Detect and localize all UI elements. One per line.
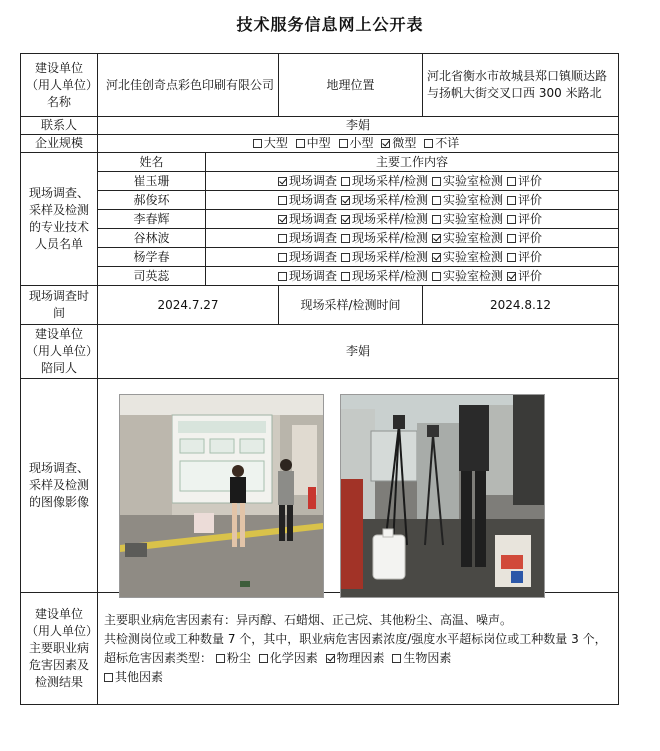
survey-photo (119, 394, 324, 598)
checkbox-icon (253, 139, 262, 148)
checkbox-icon (296, 139, 305, 148)
escort-label: 建设单位（用人单位）陪同人 (21, 325, 98, 379)
checkbox-icon (507, 234, 516, 243)
checkbox-icon (341, 253, 350, 262)
checkbox-icon (216, 654, 225, 663)
checkbox-icon (341, 196, 350, 205)
task-label: 实验室检测 (443, 230, 504, 245)
hazard-option[interactable]: 物理因素 (326, 651, 385, 665)
checkbox-icon (507, 215, 516, 224)
staff-name: 李春辉 (98, 210, 206, 229)
task-option[interactable] (507, 250, 542, 264)
task-label: 实验室检测 (443, 173, 504, 188)
task-label: 评价 (518, 230, 543, 245)
task-label: 现场调查 (288, 268, 337, 283)
checkbox-icon (259, 654, 268, 663)
results-line-factors: 主要职业病危害因素有：异丙醇、石蜡烟、正己烷、其他粉尘、高温、噪声。 (104, 612, 513, 627)
scale-label: 企业规模 (21, 135, 98, 153)
task-option[interactable] (278, 269, 337, 283)
location-label: 地理位置 (279, 54, 423, 117)
results-line-count: 共检测岗位或工种数量 7 个，其中，职业病危害因素浓度/强度水平超标岗位或工种数量 3 个， (104, 631, 607, 646)
task-option[interactable] (341, 174, 428, 188)
staff-tasks (206, 229, 619, 248)
task-label: 现场调查 (288, 249, 337, 264)
task-option[interactable] (432, 174, 503, 188)
task-option[interactable] (432, 250, 503, 264)
task-option[interactable] (507, 231, 542, 245)
sampling-photo-image (341, 395, 544, 597)
checkbox-icon (341, 272, 350, 281)
checkbox-icon (424, 139, 433, 148)
hazard-option[interactable]: 化学因素 (259, 651, 318, 665)
scale-option[interactable]: 微型 (381, 136, 416, 150)
checkbox-icon (278, 196, 287, 205)
task-label: 现场采样/检测 (351, 192, 429, 207)
staff-tasks (206, 191, 619, 210)
task-label: 实验室检测 (443, 268, 504, 283)
task-option[interactable] (341, 269, 428, 283)
sampling-time-label: 现场采样/检测时间 (279, 286, 423, 325)
task-label: 实验室检测 (443, 249, 504, 264)
staff-tasks (206, 210, 619, 229)
task-label: 评价 (518, 211, 543, 226)
info-table (20, 53, 619, 705)
task-option[interactable] (432, 231, 503, 245)
staff-name: 谷林波 (98, 229, 206, 248)
task-option[interactable] (432, 269, 503, 283)
survey-time-value: 2024.7.27 (98, 286, 279, 325)
task-label: 评价 (518, 173, 543, 188)
task-option[interactable] (278, 231, 337, 245)
staff-row (21, 229, 619, 248)
contact-label: 联系人 (21, 117, 98, 135)
task-option[interactable] (507, 212, 542, 226)
staff-tasks (206, 172, 619, 191)
checkbox-icon (507, 272, 516, 281)
unit-name-value: 河北佳创奇点彩色印刷有限公司 (98, 54, 279, 117)
sampling-photo (340, 394, 545, 598)
checkbox-icon (507, 177, 516, 186)
task-label: 实验室检测 (443, 211, 504, 226)
task-option[interactable] (507, 193, 542, 207)
scale-option[interactable]: 小型 (339, 136, 374, 150)
survey-time-label: 现场调查时间 (21, 286, 98, 325)
task-label: 现场调查 (288, 211, 337, 226)
task-option[interactable] (341, 231, 428, 245)
checkbox-icon (432, 234, 441, 243)
checkbox-icon (392, 654, 401, 663)
staff-row (21, 191, 619, 210)
checkbox-icon (278, 215, 287, 224)
location-value: 河北省衡水市故城县郑口镇顺达路与扬帆大街交叉口西 300 米路北 (423, 54, 619, 117)
task-option[interactable] (507, 269, 542, 283)
task-option[interactable] (341, 193, 428, 207)
task-label: 现场调查 (288, 192, 337, 207)
sampling-time-value: 2024.8.12 (423, 286, 619, 325)
staff-name: 崔玉珊 (98, 172, 206, 191)
task-option[interactable] (341, 250, 428, 264)
staff-work-header: 主要工作内容 (206, 153, 619, 172)
checkbox-icon (381, 139, 390, 148)
staff-name: 杨学春 (98, 248, 206, 267)
staff-name: 司英蕊 (98, 267, 206, 286)
task-option[interactable] (278, 250, 337, 264)
staff-row (21, 210, 619, 229)
scale-options (98, 135, 619, 153)
task-label: 评价 (518, 268, 543, 283)
task-label: 现场采样/检测 (351, 211, 429, 226)
checkbox-icon (278, 272, 287, 281)
staff-tasks (206, 248, 619, 267)
contact-value: 李娟 (98, 117, 619, 135)
staff-row (21, 267, 619, 286)
unit-name-label: 建设单位（用人单位）名称 (21, 54, 98, 117)
checkbox-icon (507, 196, 516, 205)
scale-option[interactable]: 不详 (424, 136, 459, 150)
task-option[interactable] (507, 174, 542, 188)
checkbox-icon (432, 215, 441, 224)
task-label: 现场采样/检测 (351, 268, 429, 283)
images-label: 现场调查、采样及检测的图像影像 (21, 379, 98, 593)
scale-option[interactable]: 大型 (253, 136, 288, 150)
hazard-option[interactable]: 其他因素 (104, 670, 163, 684)
task-option[interactable] (278, 193, 337, 207)
task-label: 评价 (518, 249, 543, 264)
staff-name-header: 姓名 (98, 153, 206, 172)
results-label: 建设单位（用人单位）主要职业病危害因素及检测结果 (21, 593, 98, 705)
checkbox-icon (326, 654, 335, 663)
checkbox-icon (341, 215, 350, 224)
task-label: 现场采样/检测 (351, 230, 429, 245)
scale-option[interactable]: 中型 (296, 136, 331, 150)
staff-tasks (206, 267, 619, 286)
hazard-option[interactable]: 粉尘 (216, 651, 251, 665)
staff-label: 现场调查、采样及检测的专业技术人员名单 (21, 153, 98, 286)
checkbox-icon (432, 196, 441, 205)
task-option[interactable] (278, 212, 337, 226)
staff-row (21, 172, 619, 191)
results-line-hazards: 超标危害因素类型： 粉尘 化学因素 物理因素 生物因素 (104, 650, 452, 665)
checkbox-icon (278, 177, 287, 186)
task-label: 现场采样/检测 (351, 173, 429, 188)
task-option[interactable] (432, 212, 503, 226)
checkbox-icon (432, 272, 441, 281)
checkbox-icon (341, 234, 350, 243)
staff-name: 郝俊环 (98, 191, 206, 210)
checkbox-icon (341, 177, 350, 186)
task-label: 实验室检测 (443, 192, 504, 207)
checkbox-icon (339, 139, 348, 148)
task-label: 现场调查 (288, 173, 337, 188)
survey-photo-image (120, 395, 323, 597)
checkbox-icon (104, 673, 113, 682)
task-option[interactable] (278, 174, 337, 188)
task-label: 评价 (518, 192, 543, 207)
task-option[interactable] (341, 212, 428, 226)
task-label: 现场调查 (288, 230, 337, 245)
checkbox-icon (278, 234, 287, 243)
task-label: 现场采样/检测 (351, 249, 429, 264)
page-title: 技术服务信息网上公开表 (236, 15, 424, 34)
task-option[interactable] (432, 193, 503, 207)
checkbox-icon (507, 253, 516, 262)
staff-row (21, 248, 619, 267)
results-cell (98, 593, 619, 705)
hazard-option[interactable]: 生物因素 (392, 651, 451, 665)
checkbox-icon (278, 253, 287, 262)
escort-value: 李娟 (98, 325, 619, 379)
checkbox-icon (432, 177, 441, 186)
checkbox-icon (432, 253, 441, 262)
